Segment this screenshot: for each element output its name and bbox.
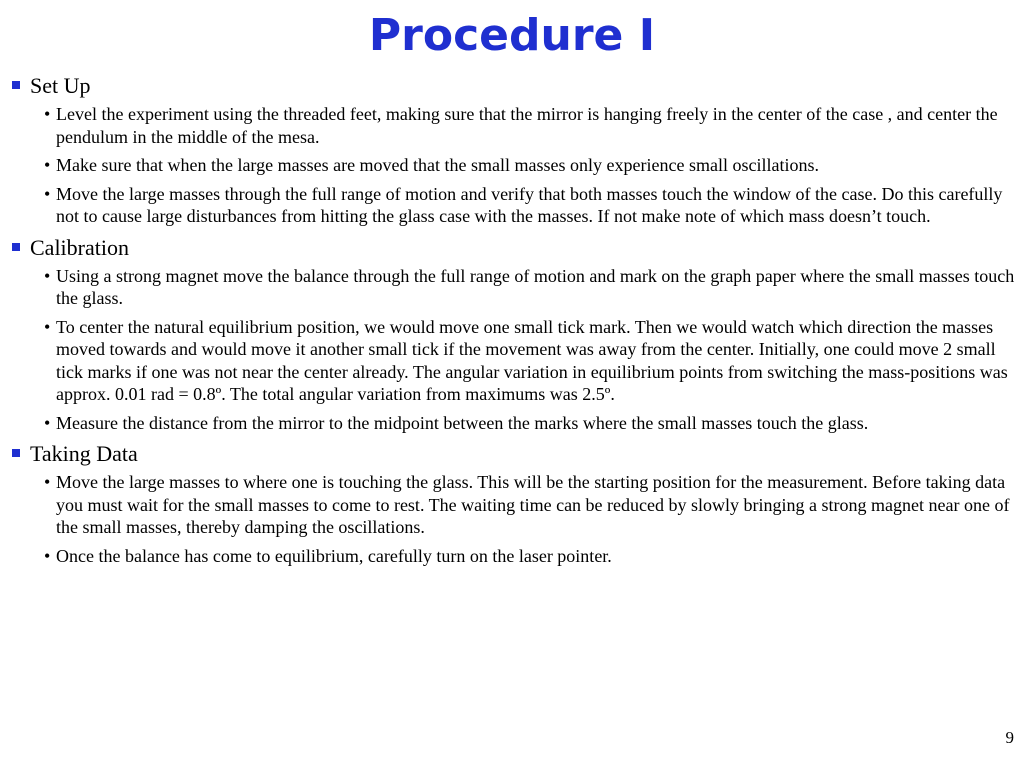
- bullet-dot-icon: •: [44, 104, 51, 124]
- list-item-text: Make sure that when the large masses are moved that the small masses only experience small oscillations.: [56, 155, 819, 175]
- list-item-text: Using a strong magnet move the balance through the full range of motion and mark on the graph paper where the small masses touch the glass.: [56, 265, 1015, 308]
- list-item: [12, 316, 1017, 406]
- list-item-text: To center the natural equilibrium position, we would move one small tick mark. Then we would watch which direction the masses moved towards and would move it another small tick if the movement was away from the center. Initially, one could move 2 small tick marks if one was not near the center already. The angular variation in equilibrium points from switching the mass-positions was approx. 0.01 rad = 0.8º. The total angular variation from maximums was 2.5º.: [56, 316, 1008, 404]
- list-item: [12, 183, 1017, 228]
- slide-content: [12, 72, 1017, 573]
- list-item: [12, 471, 1017, 539]
- section-set-up: [12, 72, 1017, 228]
- list-item: [12, 545, 1017, 568]
- list-item-text: Level the experiment using the threaded feet, making sure that the mirror is hanging freely in the center of the case , and center the pendulum in the middle of the mesa.: [56, 104, 998, 147]
- bullet-list: [12, 103, 1017, 228]
- section-calibration: [12, 234, 1017, 435]
- square-bullet-icon: [12, 243, 20, 251]
- section-heading: [12, 234, 1017, 261]
- section-heading: [12, 72, 1017, 99]
- bullet-dot-icon: •: [44, 265, 51, 286]
- list-item: [12, 154, 1017, 177]
- list-item: [12, 103, 1017, 148]
- list-item-text: Move the large masses through the full range of motion and verify that both masses touch the window of the case. Do this carefully not to cause large disturbances from hitting the glass case with the masses. If not make note of which mass doesn’t touch.: [56, 183, 1003, 226]
- list-item: [12, 412, 1017, 435]
- bullet-dot-icon: •: [44, 545, 51, 566]
- section-heading-text: Taking Data: [30, 441, 138, 466]
- bullet-dot-icon: •: [44, 472, 51, 492]
- section-heading: [12, 440, 1017, 467]
- bullet-dot-icon: •: [44, 155, 51, 175]
- section-taking-data: [12, 440, 1017, 567]
- list-item-text: Once the balance has come to equilibrium, carefully turn on the laser pointer.: [56, 545, 612, 566]
- section-heading-text: Set Up: [30, 73, 91, 98]
- section-heading-text: Calibration: [30, 234, 129, 260]
- page-number: 9: [1005, 728, 1014, 747]
- bullet-list: [12, 471, 1017, 567]
- list-item: [12, 265, 1017, 310]
- bullet-dot-icon: •: [44, 316, 51, 337]
- bullet-list: [12, 265, 1017, 435]
- list-item-text: Move the large masses to where one is touching the glass. This will be the starting position for the measurement. Before taking data you must wait for the small masses to come to rest. The waiting time can be reduced by slowly bringing a strong magnet near one of the small masses, thereby damping the oscillations.: [56, 472, 1010, 537]
- slide-title: Procedure I: [368, 10, 656, 61]
- square-bullet-icon: [12, 81, 20, 89]
- square-bullet-icon: [12, 449, 20, 457]
- list-item-text: Measure the distance from the mirror to the midpoint between the marks where the small masses touch the glass.: [56, 412, 869, 433]
- bullet-dot-icon: •: [44, 183, 51, 204]
- bullet-dot-icon: •: [44, 412, 51, 433]
